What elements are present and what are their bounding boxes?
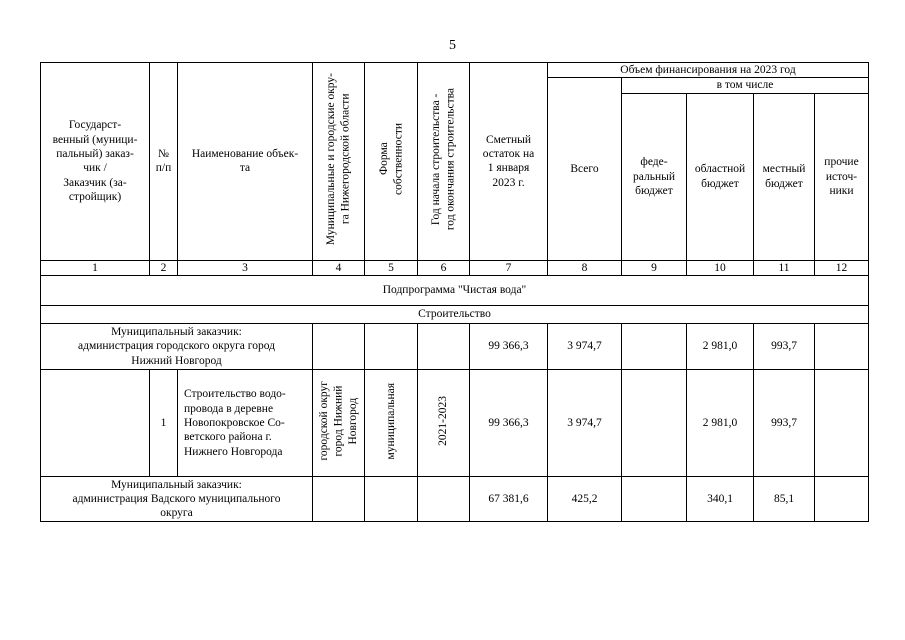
row-ownership — [365, 324, 418, 370]
subprogram-title: Подпрограмма "Чистая вода" — [41, 276, 869, 306]
row-estimate: 99 366,3 — [470, 370, 548, 477]
row-federal — [622, 477, 687, 522]
row-years — [418, 324, 470, 370]
header-number: № п/п — [150, 63, 178, 261]
row-district — [313, 324, 365, 370]
row-district — [313, 370, 365, 477]
column-number: 5 — [365, 260, 418, 275]
row-total: 3 974,7 — [548, 324, 622, 370]
header-total: Всего — [548, 78, 622, 260]
header-other: прочие источ- ники — [815, 93, 869, 260]
row-other — [815, 477, 869, 522]
row-total: 3 974,7 — [548, 370, 622, 477]
header-funding-title: Объем финансирования на 2023 год — [548, 63, 869, 78]
header-including: в том числе — [622, 78, 869, 93]
row-local: 85,1 — [754, 477, 815, 522]
column-number: 9 — [622, 260, 687, 275]
column-number: 8 — [548, 260, 622, 275]
row-district-text: городской округ город Нижний Новгород — [317, 381, 359, 461]
row-regional: 340,1 — [687, 477, 754, 522]
row-customer: Муниципальный заказчик: администрация Вадского муниципального округа — [41, 477, 313, 522]
row-years-text: 2021-2023 — [437, 396, 450, 446]
table-row — [41, 324, 869, 370]
row-other — [815, 370, 869, 477]
row-customer: Муниципальный заказчик: администрация городского округа город Нижний Новгород — [41, 324, 313, 370]
row-estimate: 99 366,3 — [470, 324, 548, 370]
row-ownership — [365, 477, 418, 522]
column-number: 10 — [687, 260, 754, 275]
row-local: 993,7 — [754, 324, 815, 370]
row-regional: 2 981,0 — [687, 370, 754, 477]
header-ownership-text: Форма собственности — [377, 123, 404, 196]
row-local: 993,7 — [754, 370, 815, 477]
header-district-text: Муниципальные и городские окру- га Нижегородской области — [325, 73, 352, 246]
header-local: местный бюджет — [754, 93, 815, 260]
header-district — [313, 63, 365, 261]
header-ownership — [365, 63, 418, 261]
column-number: 3 — [178, 260, 313, 275]
column-number: 11 — [754, 260, 815, 275]
row-regional: 2 981,0 — [687, 324, 754, 370]
header-years — [418, 63, 470, 261]
table-row — [41, 477, 869, 522]
row-federal — [622, 370, 687, 477]
row-federal — [622, 324, 687, 370]
row-district — [313, 477, 365, 522]
row-years — [418, 477, 470, 522]
header-customer: Государст- венный (муници- пальный) заказ- чик / Заказчик (за- стройщик) — [41, 63, 150, 261]
section-title: Строительство — [41, 306, 869, 324]
column-number: 6 — [418, 260, 470, 275]
financing-table — [40, 62, 869, 522]
column-number: 4 — [313, 260, 365, 275]
column-number: 7 — [470, 260, 548, 275]
column-number: 2 — [150, 260, 178, 275]
header-object-name: Наименование объек- та — [178, 63, 313, 261]
header-years-text: Год начала строительства - год окончания строительства — [430, 88, 457, 231]
row-object-name: Строительство водо- провода в деревне Новопокровское Со- ветского района г. Нижнего Новгорода — [178, 370, 313, 477]
column-number: 12 — [815, 260, 869, 275]
row-ownership-text: муниципальная — [384, 382, 397, 460]
row-estimate: 67 381,6 — [470, 477, 548, 522]
header-regional: областной бюджет — [687, 93, 754, 260]
row-other — [815, 324, 869, 370]
row-total: 425,2 — [548, 477, 622, 522]
row-customer — [41, 370, 150, 477]
row-years — [418, 370, 470, 477]
header-federal: феде- ральный бюджет — [622, 93, 687, 260]
table-row — [41, 370, 869, 477]
row-number: 1 — [150, 370, 178, 477]
header-estimate: Сметный остаток на 1 января 2023 г. — [470, 63, 548, 261]
row-ownership — [365, 370, 418, 477]
column-number: 1 — [41, 260, 150, 275]
page-number: 5 — [449, 38, 456, 53]
